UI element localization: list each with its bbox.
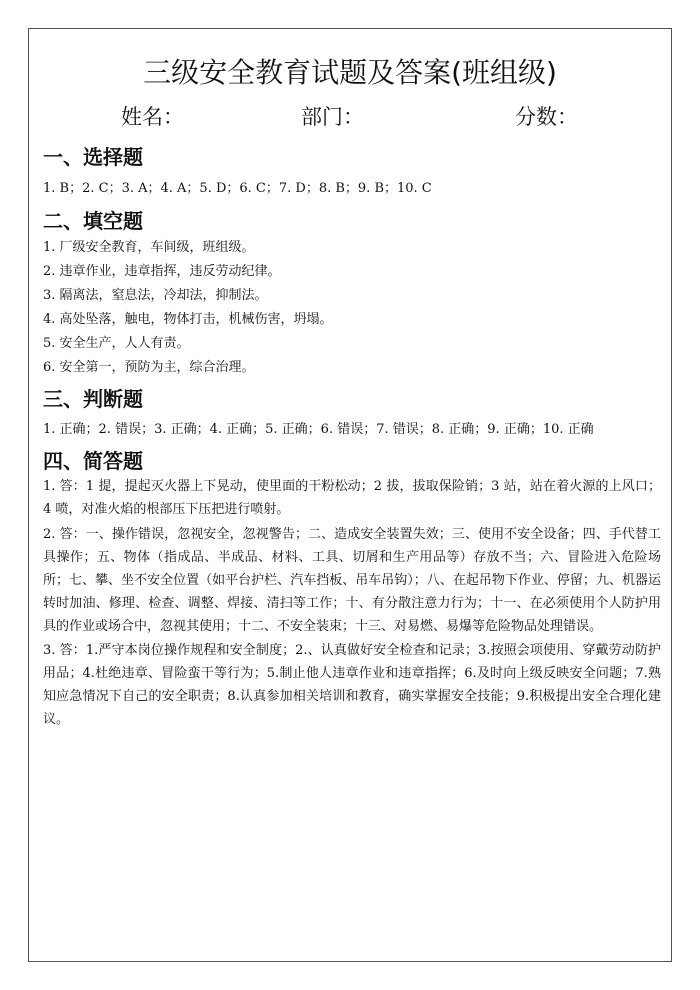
- list-item: 4. 高处坠落，触电，物体打击，机械伤害，坍塌。: [43, 312, 333, 327]
- section-heading-choice: 一、选择题: [43, 145, 143, 169]
- exam-page: [28, 28, 672, 962]
- list-item: 2. 违章作业，违章指挥，违反劳动纪律。: [43, 264, 281, 279]
- section-heading-short: 四、简答题: [43, 449, 143, 473]
- short-answer-3: 3. 答：1.严守本岗位操作规程和安全制度；2.、认真做好安全检查和记录；3.按照会项使用、穿戴劳动防护用品；4.杜绝违章、冒险蛮干等行为；5.制止他人违章作业和违章指挥；6.及时向上级反映安全问题；7.熟知应急情况下自己的安全职责；8.认真参加相关培训和教育，确实掌握安全技能；9.积极提出安全合理化建议。: [43, 643, 661, 727]
- list-item: 5. 安全生产，人人有责。: [43, 336, 190, 351]
- page-title: 三级安全教育试题及答案(班组级): [143, 56, 557, 89]
- department-label: 部门：: [301, 105, 364, 129]
- short-answer-1: 1. 答：1 提，提起灭火器上下晃动，使里面的干粉松动；2 拔，拔取保险销；3 站，站在着火源的上风口；4 喷，对准火焰的根部压下压把进行喷射。: [43, 479, 661, 517]
- short-answer-2: 2. 答：一、操作错误，忽视安全，忽视警告；二、造成安全装置失效；三、使用不安全设备；四、手代替工具操作；五、物体（指成品、半成品、材料、工具、切屑和生产用品等）存放不当；六、冒险进入危险场所；七、攀、坐不安全位置（如平台护栏、汽车挡板、吊车吊钩）；八、在起吊物下作业、停留；九、机器运转时加油、修理、检查、调整、焊接、清扫等工作；十、有分散注意力行为；十一、在必须使用个人防护用具的作业或场合中，忽视其使用；十二、不安全装束；十三、对易燃、易爆等危险物品处理错误。: [43, 527, 661, 634]
- list-item: 1. 厂级安全教育，车间级，班组级。: [43, 240, 255, 255]
- list-item: 3. 隔离法，窒息法，冷却法，抑制法。: [43, 288, 268, 303]
- score-label: 分数：: [515, 105, 578, 129]
- section-heading-fill: 二、填空题: [43, 209, 143, 233]
- list-item: 6. 安全第一，预防为主，综合治理。: [43, 360, 255, 375]
- section-heading-judge: 三、判断题: [43, 387, 143, 411]
- name-label: 姓名：: [121, 105, 184, 129]
- judge-answers: 1. 正确；2. 错误；3. 正确；4. 正确；5. 正确；6. 错误；7. 错误；8. 正确；9. 正确；10. 正确: [43, 422, 594, 437]
- choice-answers: 1. B；2. C；3. A；4. A；5. D；6. C；7. D；8. B；9. B；10. C: [43, 181, 432, 196]
